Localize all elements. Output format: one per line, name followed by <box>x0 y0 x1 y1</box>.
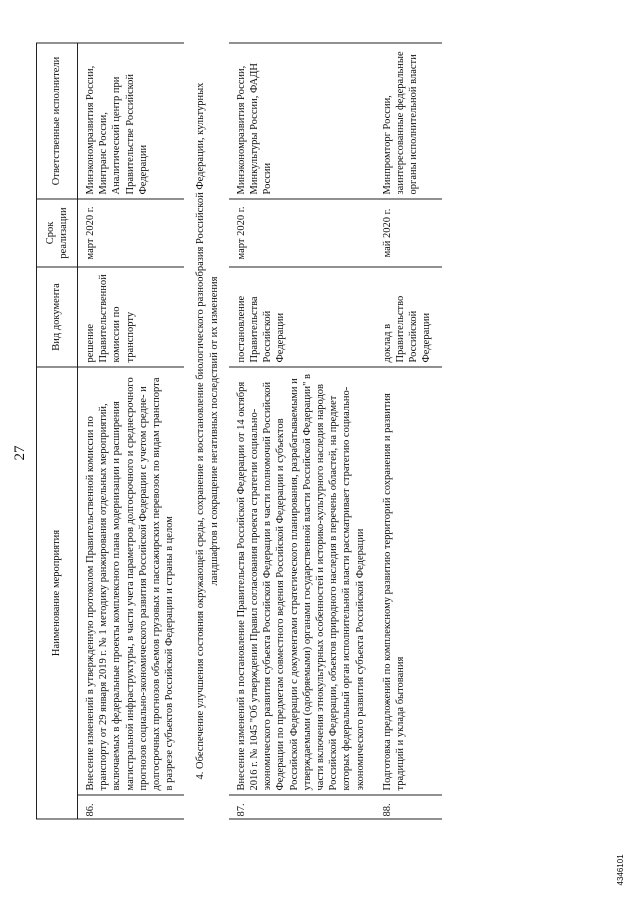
header-deadline: Срок реализации <box>37 198 78 266</box>
row-name: Внесение изменений в постановление Правительства Российской Федерации от 14 октября 2016 г. № 1045 "Об утверждении Правил согласования проекта стратегии социально-экономического развития субъекта Российской Федерации в части полномочий Российской Федерации по предметам совместного ведения Российской Федерации и субъектов Российской Федерации с документами стратегического планирования, разрабатываемыми и утверждаемыми (одобряемыми) органами государственной власти Российской Федерации" в части включения этнокультурных особенностей и историко-культурного наследия народов Российской Федерации, объектов природного наследия в перечень областей, на предмет которых федеральный орган исполнительной власти рассматривает стратегию социально-экономического развития субъекта Российской Федерации <box>229 366 375 794</box>
row-number: 88. <box>375 795 442 819</box>
row-number: 86. <box>78 795 185 819</box>
table-row <box>78 42 185 818</box>
page-number: 27 <box>12 445 28 460</box>
row-executors: Минпромторг России, заинтересованные федеральные органы исполнительной власти <box>375 42 442 198</box>
row-executors: Минэкономразвития России, Минкультуры России, ФАДН России <box>229 42 375 198</box>
section-heading: 4. Обеспечение улучшения состояния окружающей среды, сохранение и восстановление биологического разнообразия Российской Федерации, культурных ландшафтов и сокращение негативных последствий от их изменения <box>195 82 220 779</box>
row-deadline: май 2020 г. <box>375 198 442 266</box>
footer-code: 4346101 <box>616 853 625 885</box>
header-name: Наименование мероприятия <box>37 366 78 818</box>
row-doc-type: решение Правительственной комиссии по транспорту <box>78 266 185 366</box>
row-deadline: март 2020 г. <box>78 198 185 266</box>
row-name: Подготовка предложений по комплексному развитию территорий сохранения и развития традиций и уклада бытования <box>375 366 442 794</box>
header-doc-type: Вид документа <box>37 266 78 366</box>
table-row <box>375 42 442 818</box>
row-executors: Минэкономразвития России, Минтранс России, Аналитический центр при Правительстве Российской Федерации <box>78 42 185 198</box>
row-number: 87. <box>229 795 375 819</box>
row-doc-type: постановление Правительства Российской Федерации <box>229 266 375 366</box>
section-heading-row <box>184 42 228 818</box>
row-name: Внесение изменений в утвержденную протоколом Правительственной комиссии по транспорту от 29 января 2019 г. № 1 методику ранжирования отдельных мероприятий, включаемых в федеральные проекты комплексного плана модернизации и расширения магистральной инфраструктуры, в части учета параметров долгосрочного и среднесрочного прогнозов социально-экономического развития Российской Федерации с учетом средне- и долгосрочных прогнозов объемов грузовых и пассажирских перевозок по видам транспорта в разрезе субъектов Российской Федерации и страны в целом <box>78 366 185 794</box>
measures-table <box>36 42 442 819</box>
row-doc-type: доклад в Правительство Российской Федерации <box>375 266 442 366</box>
row-deadline: март 2020 г. <box>229 198 375 266</box>
table-row <box>229 42 375 818</box>
header-executors: Ответственные исполнители <box>37 42 78 198</box>
table-header-row <box>37 42 78 818</box>
